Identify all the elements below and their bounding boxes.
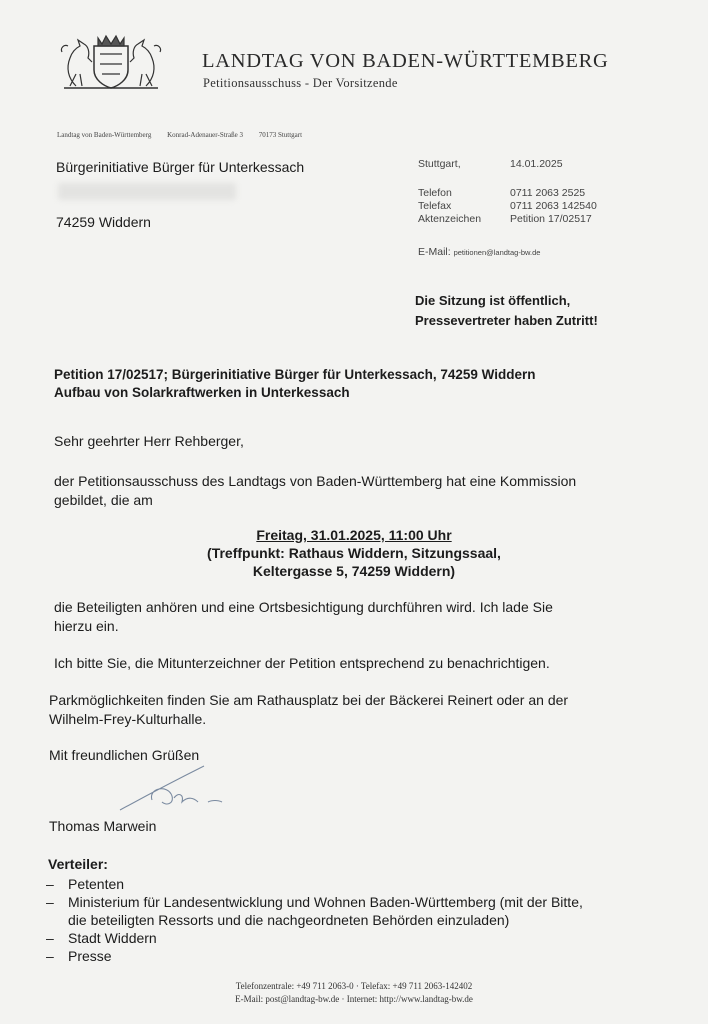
recipient-name: Bürgerinitiative Bürger für Unterkessach <box>56 159 305 175</box>
list-item-continued: die beteiligten Ressorts und die nachgeordneten Behörden einzuladen) <box>68 912 510 928</box>
paragraph-4-line2: Wilhelm-Frey-Kulturhalle. <box>49 711 207 727</box>
appointment-datetime: Freitag, 31.01.2025, 11:00 Uhr <box>256 527 452 543</box>
paragraph-2-line2: hierzu ein. <box>54 618 119 634</box>
sender-street: Konrad-Adenauer-Straße 3 <box>167 131 243 139</box>
meta-email <box>418 246 540 258</box>
coat-of-arms-logo <box>58 34 164 92</box>
paragraph-3: Ich bitte Sie, die Mitunterzeichner der Petition entsprechend zu benachrichtigen. <box>54 655 550 671</box>
email-label: E-Mail: <box>418 246 451 258</box>
recipient-city: 74259 Widdern <box>56 214 151 230</box>
sender-city: 70173 Stuttgart <box>258 131 303 139</box>
distribution-title: Verteiler: <box>48 856 108 872</box>
public-notice-line1: Die Sitzung ist öffentlich, <box>415 293 571 308</box>
paragraph-1-line1: der Petitionsausschuss des Landtags von Baden-Württemberg hat eine Kommission <box>54 473 577 489</box>
appointment-address: Keltergasse 5, 74259 Widdern) <box>252 563 456 579</box>
letterhead-title: LANDTAG VON BADEN-WÜRTTEMBERG <box>202 50 609 72</box>
paragraph-2 <box>54 598 553 636</box>
footer-line1: Telefonzentrale: +49 711 2063-0 · Telefax: +49 711 2063-142402 <box>235 981 473 991</box>
meta-contact <box>418 187 597 226</box>
subject-line2: Aufbau von Solarkraftwerken in Unterkessach <box>54 385 350 400</box>
distribution-list <box>46 875 583 965</box>
paragraph-4 <box>49 691 568 729</box>
reference-value: Petition 17/02517 <box>510 213 592 225</box>
letterhead-subtitle: Petitionsausschuss - Der Vorsitzende <box>203 76 398 90</box>
phone-value: 0711 2063 2525 <box>510 187 586 199</box>
salutation: Sehr geehrter Herr Rehberger, <box>54 433 244 449</box>
paragraph-2-line1: die Beteiligten anhören und eine Ortsbesichtigung durchführen wird. Ich lade Sie <box>54 599 553 615</box>
footer-line2: E-Mail: post@landtag-bw.de · Internet: http://www.landtag-bw.de <box>235 994 473 1004</box>
fax-value: 0711 2063 142540 <box>510 200 597 212</box>
list-item: – Stadt Widdern <box>46 930 157 946</box>
list-item: – Ministerium für Landesentwicklung und Wohnen Baden-Württemberg (mit der Bitte, <box>46 894 583 910</box>
email-value[interactable]: petitionen@landtag-bw.de <box>453 248 541 257</box>
letter-date: 14.01.2025 <box>510 158 563 170</box>
meta-date <box>418 158 563 170</box>
subject-line1: Petition 17/02517; Bürgerinitiative Bürger für Unterkessach, 74259 Widdern <box>54 367 536 382</box>
list-item: – Presse <box>46 948 112 964</box>
redacted-address <box>58 183 236 200</box>
public-notice-line2: Pressevertreter haben Zutritt! <box>415 313 598 328</box>
signatory-name: Thomas Marwein <box>49 818 157 834</box>
sender-line <box>57 131 316 139</box>
fax-label: Telefax <box>418 200 452 212</box>
reference-label: Aktenzeichen <box>418 213 482 225</box>
place-label: Stuttgart, <box>418 158 461 170</box>
paragraph-1 <box>54 472 576 510</box>
sender-name: Landtag von Baden-Württemberg <box>57 131 152 139</box>
appointment-meeting-point: (Treffpunkt: Rathaus Widdern, Sitzungssaal, <box>207 545 501 561</box>
handwritten-signature <box>112 758 242 818</box>
list-item: – Petenten <box>46 876 125 892</box>
paragraph-4-line1: Parkmöglichkeiten finden Sie am Rathausplatz bei der Bäckerei Reinert oder an der <box>49 692 569 708</box>
paragraph-1-line2: gebildet, die am <box>54 492 153 508</box>
closing: Mit freundlichen Grüßen <box>49 747 200 763</box>
phone-label: Telefon <box>418 187 452 199</box>
